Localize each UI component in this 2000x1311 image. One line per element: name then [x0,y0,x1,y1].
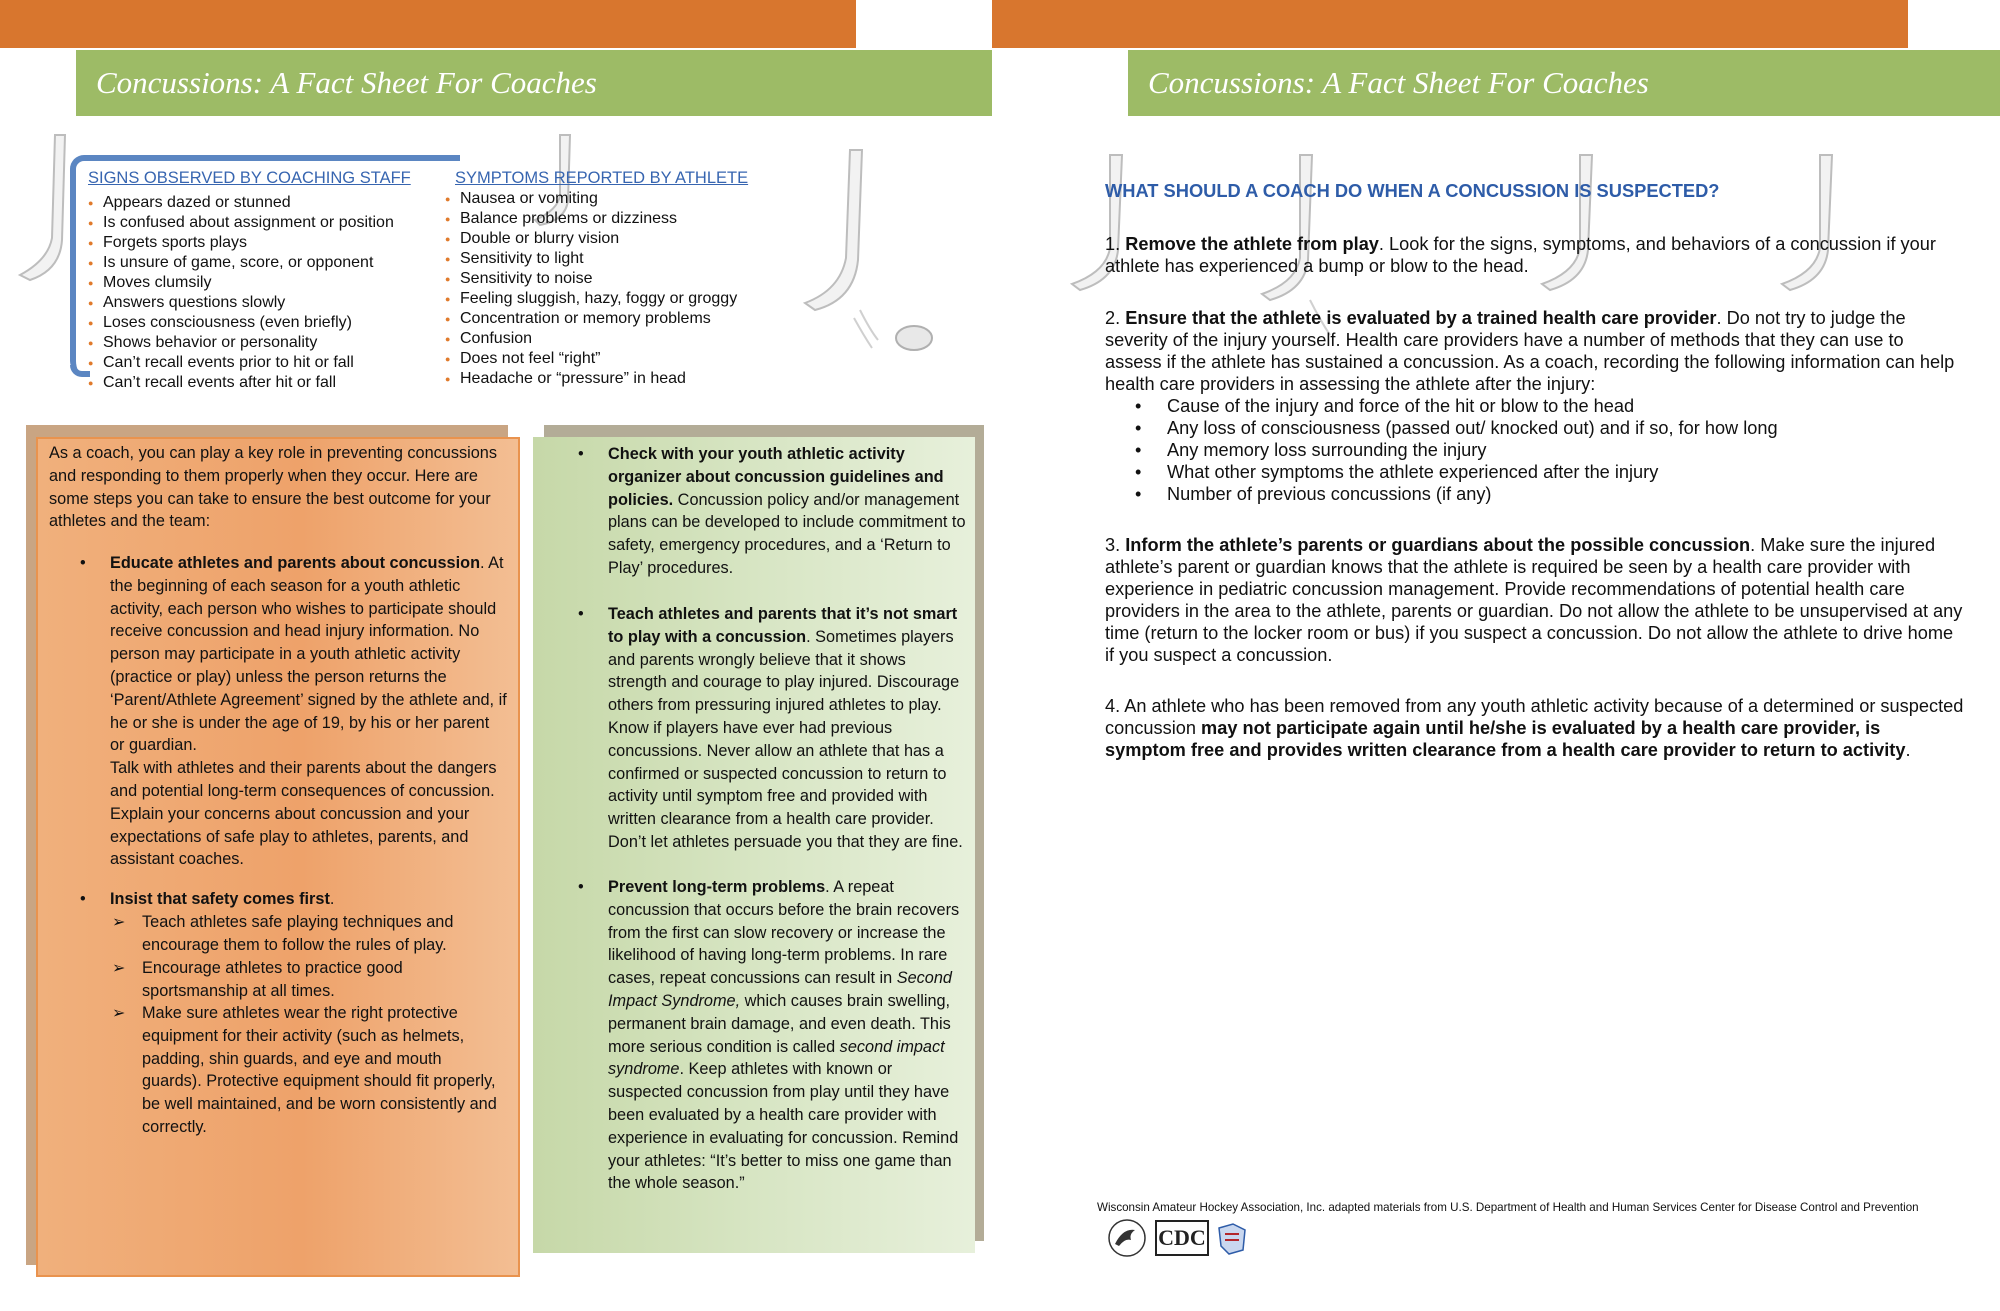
step-2-list [1135,395,1935,505]
step-4 [1105,695,1965,761]
check-paragraph [608,443,968,580]
cdc-logo-text: CDC [1158,1225,1206,1250]
list-item [88,373,394,393]
step-2-text: . Do not try to judge the severity of the injury yourself. Health care providers have a number of methods that they can use to assess if the athlete has sustained a concussion. As a coach, recording the following information can help health care providers in assessing the athlete after the injury: [1105,308,1955,394]
sign-text: Shows behavior or personality [103,334,318,351]
step-number: 3. [1105,535,1126,555]
safety-item: Encourage athletes to practice good sportsmanship at all times. [142,959,403,1000]
educate-text-2: Talk with athletes and their parents about the dangers and potential long-term consequences of concussion. Explain your concerns about concussion and your expectations of safe play to athletes, parents, and assistant coaches. [110,759,497,869]
symptom-text: Does not feel “right” [460,350,601,367]
list-item [445,189,737,209]
list-item [1135,461,1935,483]
safety-item: Make sure athletes wear the right protective equipment for their activity (such as helmets, padding, shin guards, and eye and mouth guards). Protective equipment should fit properly, be well maintained, and be worn consistently and correctly. [142,1004,497,1136]
bullet-icon: ● [445,254,451,264]
list-item [445,229,737,249]
educate-paragraph [110,552,508,871]
bullet-icon: ● [88,278,94,288]
step-2-item: Any loss of consciousness (passed out/ knocked out) and if so, for how long [1167,418,1778,438]
prevent-italic: second impact syndrome [608,1037,945,1079]
sign-text: Is confused about assignment or position [103,214,394,231]
symptoms-list [445,189,737,389]
symptom-text: Confusion [460,330,533,347]
step-number: 2. [1105,308,1126,328]
educate-text: . At the beginning of each season for a youth athletic activity, each person who wishes to participate should receive concussion and head injury information. No person may participate in a youth athletic activity (practice or play) unless the person returns the ‘Parent/Athlete Agreement’ signed by the athlete and, if he or she is under the age of 19, by his or her parent or guardian. [110,554,507,755]
check-text: Concussion policy and/or management plans can be developed to include commitment to safety, emergency procedures, and a ‘Return to Play’ procedures. [608,490,966,577]
signs-heading: SIGNS OBSERVED BY COACHING STAFF [88,169,411,187]
bullet-icon: • [1135,418,1142,438]
cdc-logo [1155,1220,1209,1256]
hockey-stick-icon [1530,150,1640,310]
symptom-text: Concentration or memory problems [460,310,711,327]
symptom-text: Sensitivity to noise [460,270,593,287]
bullet-icon: • [80,890,86,908]
prevent-text: . A repeat concussion that occurs before the brain recovers from the first can slow recovery or increase the likelihood of having long-term problems. In rare cases, repeat concussions can result in [608,878,960,988]
step-1-heading: Remove the athlete from play [1125,234,1379,254]
list-item [445,369,737,389]
footer-logos [1105,1218,1249,1258]
prevent-text: which causes brain swelling, permanent brain damage, and even death. This more serious condition is called [608,991,951,1056]
orange-box-intro: As a coach, you can play a key role in preventing concussions and responding to them properly when they occur. Here are some steps you can take to ensure the best outcome for your athletes and the team: [49,444,497,531]
bullet-icon: ● [88,378,94,388]
check-heading: Check with your youth athletic activity organizer about concussion guidelines and policies. [608,445,944,509]
bullet-icon: ● [88,358,94,368]
step-2-item: What other symptoms the athlete experienced after the injury [1167,462,1659,482]
sign-text: Can’t recall events after hit or fall [103,374,336,391]
step-3-text: . Make sure the injured athlete’s parent or guardian knows that the athlete is required be seen by a health care provider with experience in pediatric concussion management. Provide recommendations of potential health care providers in the area to the athlete, parents or guardian. Do not allow the athlete to be unsupervised at any time (return to the locker room or bus) if you suspect a concussion. Do not allow the athlete to drive home if you suspect a concussion. [1105,535,1963,665]
sign-text: Forgets sports plays [103,234,248,251]
list-item [445,289,737,309]
bullet-icon: ● [445,274,451,284]
bullet-icon: ● [445,214,451,224]
bullet-icon: • [1135,484,1142,504]
list-item [445,309,737,329]
symptom-text: Headache or “pressure” in head [460,370,686,387]
bullet-icon: ● [88,238,94,248]
bullet-icon: ● [445,374,451,384]
right-heading: WHAT SHOULD A COACH DO WHEN A CONCUSSION IS SUSPECTED? [1105,180,1720,201]
bullet-icon: • [578,445,584,463]
page-title-right: Concussions: A Fact Sheet For Coaches [1148,65,1649,100]
arrow-bullet-icon: ➢ [112,1005,126,1022]
sign-text: Appears dazed or stunned [103,194,291,211]
safety-heading: Insist that safety comes first [110,890,330,908]
bullet-icon: ● [445,334,451,344]
bullet-icon: ● [88,258,94,268]
step-4-period: . [1905,740,1911,760]
symptoms-heading: SYMPTOMS REPORTED BY ATHLETE [455,169,749,187]
teach-text: . Sometimes players and parents wrongly believe that it shows strength and courage to play injured. Discourage others from pressuring injured athletes to play. Know if players have ever had previous concussions. Never allow an athlete that has a confirmed or suspected concussion to return to activity until symptom free and provided with written clearance from a health care provider. Don’t let athletes persuade you that they are fine. [608,627,963,851]
hhs-eagle-logo-icon [1105,1218,1149,1258]
signs-list [88,193,394,393]
list-item [88,233,394,253]
bullet-icon: ● [88,318,94,328]
hockey-puck-icon [890,318,940,358]
step-number: 1. [1105,234,1126,254]
list-item [88,213,394,233]
step-2 [1105,307,1965,395]
step-3 [1105,534,1965,666]
list-item [88,253,394,273]
hockey-stick-icon [1770,150,1880,310]
teach-paragraph [608,603,968,854]
safety-item: Teach athletes safe playing techniques and encourage them to follow the rules of play. [142,913,454,954]
symptom-text: Feeling sluggish, hazy, foggy or groggy [460,290,738,307]
list-item [445,249,737,269]
bullet-icon: • [578,605,584,623]
sign-text: Is unsure of game, score, or opponent [103,254,374,271]
step-3-heading: Inform the athlete’s parents or guardians about the possible concussion [1125,535,1751,555]
bullet-icon: • [1135,440,1142,460]
bullet-icon: ● [445,354,451,364]
bullet-icon: • [1135,462,1142,482]
symptom-text: Sensitivity to light [460,250,584,267]
list-item [445,349,737,369]
prevent-italic: Second Impact Syndrome, [608,969,952,1010]
waha-logo-icon [1215,1220,1249,1256]
footer-credit: Wisconsin Amateur Hockey Association, Inc. adapted materials from U.S. Department of Health and Human Services Center for Disease Control and Prevention [1097,1201,1919,1214]
hockey-stick-icon [1060,150,1170,310]
sign-text: Loses consciousness (even briefly) [103,314,353,331]
prevent-heading: Prevent long-term problems [608,878,826,896]
list-item [445,329,737,349]
list-item [1135,417,1935,439]
sign-text: Moves clumsily [103,274,212,291]
bullet-icon: ● [445,294,451,304]
step-2-item: Cause of the injury and force of the hit or blow to the head [1167,396,1635,416]
list-item [88,273,394,293]
step-4-text: 4. An athlete who has been removed from any youth athletic activity because of a determined or suspected concussion [1105,696,1964,738]
bullet-icon: ● [88,338,94,348]
prevent-paragraph [608,876,968,1195]
orange-top-band-right [992,0,1908,48]
bullet-icon: ● [88,198,94,208]
prevent-text: . Keep athletes with known or suspected concussion from play until they have been evaluated by a health care provider with experience in evaluating for concussion. Remind your athletes: “It’s better to miss one game than the whole season.” [608,1060,959,1193]
list-item [88,353,394,373]
safety-paragraph [110,888,508,911]
list-item [88,333,394,353]
bullet-icon: ● [88,298,94,308]
list-item [88,313,394,333]
bullet-icon: ● [445,314,451,324]
safety-period: . [329,890,335,908]
bullet-icon: ● [88,218,94,228]
arrow-bullet-icon: ➢ [112,914,126,931]
list-item [1135,439,1935,461]
list-item [1135,395,1935,417]
list-item [88,193,394,213]
sign-text: Answers questions slowly [103,294,286,311]
page-title-left: Concussions: A Fact Sheet For Coaches [96,65,597,100]
signs-box-frame-corner [70,365,90,377]
list-item [88,293,394,313]
step-2-heading: Ensure that the athlete is evaluated by a trained health care provider [1125,308,1717,328]
step-2-item: Any memory loss surrounding the injury [1167,440,1487,460]
bullet-icon: • [1135,396,1142,416]
bullet-icon: ● [445,194,451,204]
list-item [1135,483,1935,505]
bullet-icon: ● [445,234,451,244]
bullet-icon: • [578,878,584,896]
symptom-text: Double or blurry vision [460,230,620,247]
step-1 [1105,233,1965,277]
step-2-item: Number of previous concussions (if any) [1167,484,1492,504]
list-item [445,269,737,289]
symptom-text: Nausea or vomiting [460,190,598,207]
step-1-text: . Look for the signs, symptoms, and behaviors of a concussion if your athlete has experienced a bump or blow to the head. [1105,234,1936,276]
teach-heading: Teach athletes and parents that it’s not smart to play with a concussion [608,605,958,646]
bullet-icon: • [80,554,86,572]
sign-text: Can’t recall events prior to hit or fall [103,354,354,371]
symptom-text: Balance problems or dizziness [460,210,677,227]
orange-top-band-left [0,0,856,48]
arrow-bullet-icon: ➢ [112,960,126,977]
list-item [445,209,737,229]
educate-heading: Educate athletes and parents about concussion [110,554,481,572]
step-4-bold: may not participate again until he/she is evaluated by a health care provider, is symptom free and provides written clearance from a health care provider to return to activity [1105,718,1906,760]
